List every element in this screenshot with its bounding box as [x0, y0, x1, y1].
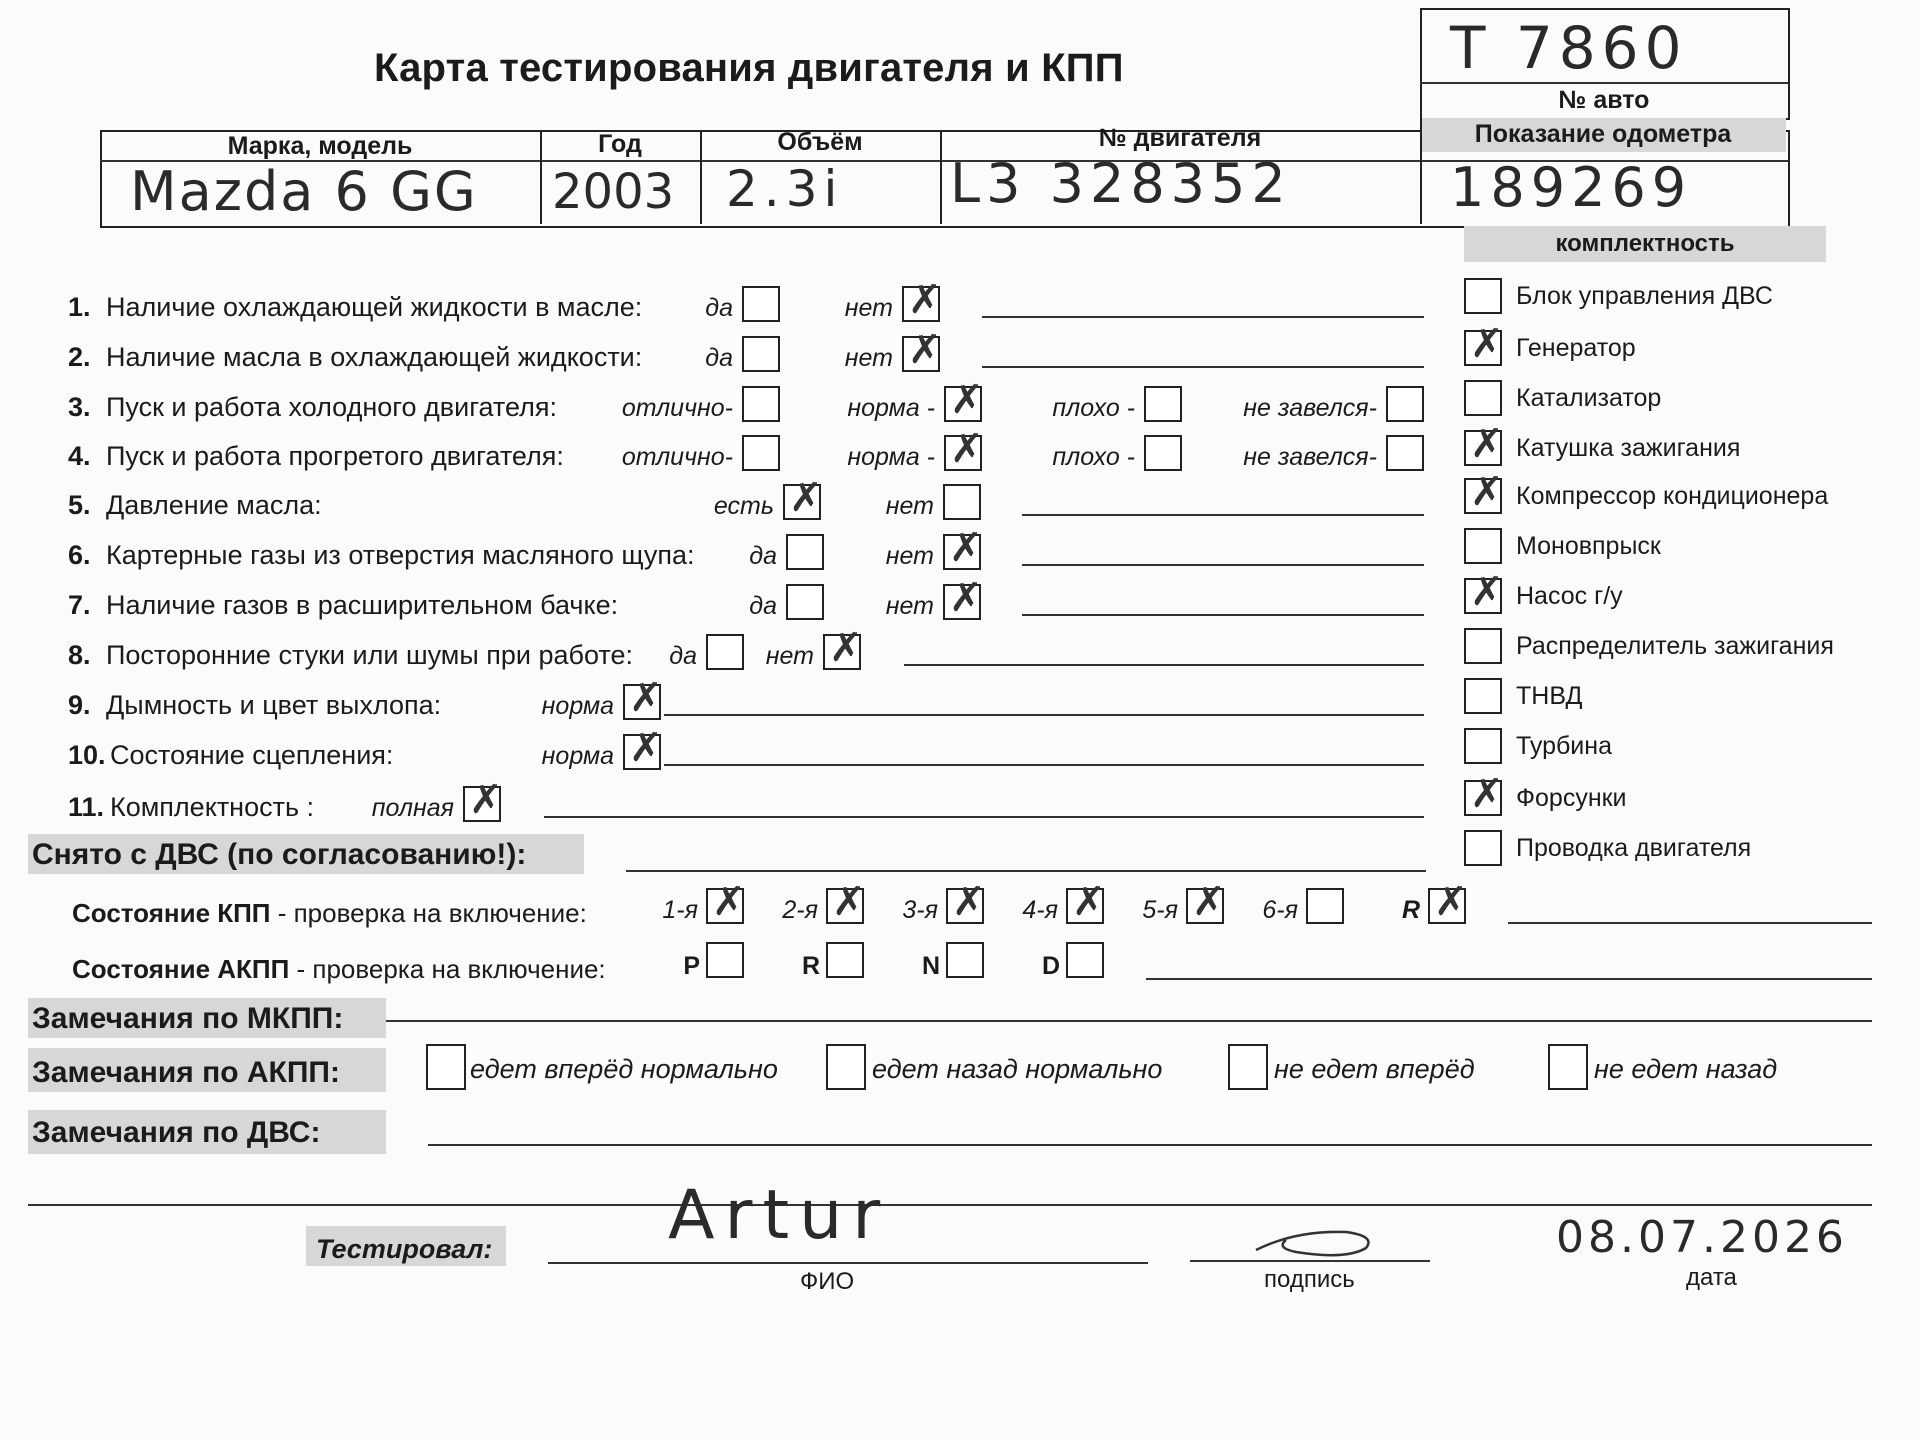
completeness-checkbox[interactable] — [1464, 380, 1502, 416]
question-text: Наличие масла в охлаждающей жидкости: — [106, 342, 643, 372]
gear-label: 5-я — [1142, 896, 1178, 924]
akpp-mode-label: D — [1041, 952, 1060, 980]
option-d-label: не завелся- — [1243, 394, 1377, 422]
check-mark: ✗ — [829, 625, 863, 671]
option-a-checkbox[interactable] — [623, 725, 663, 771]
option-b-label: нет — [885, 542, 934, 570]
completeness-item-label: Компрессор кондиционера — [1516, 482, 1829, 510]
make-value: Mazda 6 GG — [130, 160, 478, 223]
answer-line — [1022, 514, 1424, 516]
check-mark: ✗ — [950, 377, 984, 423]
kpp-label: Состояние КПП - проверка на включение: — [72, 898, 587, 928]
check-mark: ✗ — [950, 426, 984, 472]
question-text: Наличие охлаждающей жидкости в масле: — [106, 292, 643, 322]
completeness-item-label: Распределитель зажигания — [1516, 632, 1834, 660]
answer-line — [982, 316, 1424, 318]
option-a-checkbox[interactable] — [742, 336, 780, 372]
check-mark: ✗ — [908, 327, 942, 373]
completeness-checkbox[interactable] — [1464, 278, 1502, 314]
option-b-label: нет — [885, 592, 934, 620]
answer-line — [664, 714, 1424, 716]
gear-checkbox[interactable] — [1066, 879, 1106, 925]
answer-line — [544, 816, 1424, 818]
check-mark: ✗ — [1470, 321, 1504, 367]
date-label: дата — [1686, 1264, 1737, 1291]
volume-label: Объём — [777, 128, 863, 156]
option-c-label: плохо - — [1052, 443, 1135, 471]
completeness-item-label: Насос г/у — [1516, 582, 1623, 610]
option-a-checkbox[interactable] — [706, 634, 744, 670]
akpp-remark-checkbox[interactable] — [1548, 1044, 1588, 1090]
question-text: Пуск и работа холодного двигателя: — [106, 392, 557, 422]
question-number: 1. — [68, 292, 91, 322]
completeness-item-label: Катализатор — [1516, 384, 1662, 412]
option-b-label: норма - — [847, 394, 935, 422]
option-a-label: полная — [371, 794, 454, 822]
akpp-mode-checkbox[interactable] — [826, 942, 864, 978]
option-a-checkbox[interactable] — [786, 534, 824, 570]
completeness-checkbox[interactable] — [1464, 321, 1504, 367]
completeness-checkbox[interactable] — [1464, 830, 1502, 866]
engine-label: № двигателя — [1098, 124, 1262, 152]
check-mark: ✗ — [789, 475, 823, 521]
completeness-checkbox[interactable] — [1464, 678, 1502, 714]
check-mark: ✗ — [1072, 879, 1106, 925]
option-b-checkbox[interactable] — [943, 484, 981, 520]
option-d-checkbox[interactable] — [1386, 386, 1424, 422]
question-number: 3. — [68, 392, 91, 422]
question-number: 5. — [68, 490, 91, 520]
check-mark: ✗ — [949, 575, 983, 621]
question-number: 8. — [68, 640, 91, 670]
completeness-title: комплектность — [1555, 230, 1735, 257]
completeness-checkbox[interactable] — [1464, 569, 1504, 615]
gear-label: R — [1401, 896, 1420, 924]
completeness-checkbox[interactable] — [1464, 469, 1504, 515]
check-mark: ✗ — [1434, 879, 1468, 925]
question-text: Состояние сцепления: — [110, 740, 394, 770]
removed-label: Снято с ДВС (по согласованию!): — [32, 838, 527, 871]
check-mark: ✗ — [1470, 771, 1504, 817]
option-c-checkbox[interactable] — [1144, 386, 1182, 422]
option-a-label: да — [749, 592, 777, 620]
question-text: Посторонние стуки или шумы при работе: — [106, 640, 633, 670]
option-b-label: нет — [844, 344, 893, 372]
odometer-label: Показание одометра — [1474, 120, 1732, 148]
volume-value: 2.3i — [726, 160, 844, 218]
option-d-checkbox[interactable] — [1386, 435, 1424, 471]
question-text: Комплектность : — [110, 792, 315, 822]
question-number: 4. — [68, 441, 91, 471]
check-mark: ✗ — [712, 879, 746, 925]
question-number: 10. — [68, 740, 106, 770]
completeness-checkbox[interactable] — [1464, 771, 1504, 817]
odometer-value: 189269 — [1450, 156, 1693, 219]
completeness-item-label: Турбина — [1516, 732, 1612, 760]
akpp-remark-label: едет вперёд нормально — [470, 1054, 778, 1084]
option-a-checkbox[interactable] — [783, 475, 823, 521]
option-a-checkbox[interactable] — [742, 386, 780, 422]
gear-checkbox[interactable] — [826, 879, 866, 925]
completeness-checkbox[interactable] — [1464, 528, 1502, 564]
check-mark: ✗ — [1470, 469, 1504, 515]
check-mark: ✗ — [1470, 569, 1504, 615]
answer-line — [1022, 614, 1424, 616]
question-text: Дымность и цвет выхлопа: — [106, 690, 442, 720]
check-mark: ✗ — [832, 879, 866, 925]
tested-by-label: Тестировал: — [316, 1234, 493, 1264]
check-mark: ✗ — [629, 675, 663, 721]
date-value: 08.07.2026 — [1556, 1212, 1848, 1263]
option-b-checkbox[interactable] — [902, 327, 942, 373]
completeness-item-label: Моновпрыск — [1516, 532, 1661, 560]
gear-label: 3-я — [902, 896, 938, 924]
akpp-remark-checkbox[interactable] — [1228, 1044, 1268, 1090]
year-label: Год — [598, 130, 642, 158]
akpp-remark-label: не едет назад — [1594, 1054, 1778, 1084]
remarks-dvs-label: Замечания по ДВС: — [32, 1116, 321, 1149]
page-title: Карта тестирования двигателя и КПП — [374, 46, 1124, 90]
option-b-label: норма - — [847, 443, 935, 471]
option-b-checkbox[interactable] — [944, 377, 984, 423]
option-a-label: да — [669, 642, 697, 670]
completeness-item-label: ТНВД — [1516, 682, 1583, 710]
akpp-mode-checkbox[interactable] — [706, 942, 744, 978]
option-a-label: да — [705, 344, 733, 372]
option-a-checkbox[interactable] — [786, 584, 824, 620]
answer-line — [904, 664, 1424, 666]
gear-checkbox[interactable] — [1186, 879, 1226, 925]
question-number: 7. — [68, 590, 91, 620]
gear-checkbox[interactable] — [706, 879, 746, 925]
question-number: 2. — [68, 342, 91, 372]
completeness-checkbox[interactable] — [1464, 728, 1502, 764]
gear-label: 1-я — [662, 896, 698, 924]
completeness-item-label: Генератор — [1516, 334, 1636, 362]
akpp-remark-label: едет назад нормально — [872, 1054, 1163, 1084]
option-b-label: нет — [765, 642, 814, 670]
remarks-akpp-label: Замечания по АКПП: — [32, 1056, 340, 1089]
question-text: Пуск и работа прогретого двигателя: — [106, 441, 564, 471]
completeness-item-label: Форсунки — [1516, 784, 1627, 812]
akpp-mode-label: R — [801, 952, 820, 980]
answer-line — [1022, 564, 1424, 566]
check-mark: ✗ — [469, 777, 503, 823]
engine-value: L3 328352 — [950, 152, 1292, 215]
akpp-label: Состояние АКПП - проверка на включение: — [72, 954, 606, 984]
akpp-mode-label: N — [921, 952, 940, 980]
option-d-label: не завелся- — [1243, 443, 1377, 471]
option-a-checkbox[interactable] — [742, 286, 780, 322]
option-c-label: плохо - — [1052, 394, 1135, 422]
question-text: Картерные газы из отверстия масляного щупа: — [106, 540, 695, 570]
akpp-remark-label: не едет вперёд — [1274, 1054, 1475, 1084]
gear-checkbox[interactable] — [946, 879, 986, 925]
gear-label: 2-я — [782, 896, 818, 924]
check-mark: ✗ — [1192, 879, 1226, 925]
option-a-label: да — [705, 294, 733, 322]
option-c-checkbox[interactable] — [1144, 435, 1182, 471]
completeness-item-label: Проводка двигателя — [1516, 834, 1752, 862]
check-mark: ✗ — [908, 277, 942, 323]
question-number: 9. — [68, 690, 91, 720]
year-value: 2003 — [552, 164, 675, 220]
check-mark: ✗ — [949, 525, 983, 571]
akpp-mode-checkbox[interactable] — [1066, 942, 1104, 978]
completeness-item-label: Катушка зажигания — [1516, 434, 1741, 462]
option-a-label: отлично- — [621, 443, 733, 471]
plate-value: T 7860 — [1450, 14, 1688, 82]
make-label: Марка, модель — [227, 132, 413, 160]
signature-label: подпись — [1264, 1266, 1355, 1293]
option-b-label: нет — [844, 294, 893, 322]
option-b-checkbox[interactable] — [823, 625, 863, 671]
answer-line — [982, 366, 1424, 368]
option-a-checkbox[interactable] — [623, 675, 663, 721]
option-a-checkbox[interactable] — [742, 435, 780, 471]
answer-line — [664, 764, 1424, 766]
option-b-label: нет — [885, 492, 934, 520]
check-mark: ✗ — [952, 879, 986, 925]
option-a-label: норма — [541, 692, 614, 720]
option-b-checkbox[interactable] — [944, 426, 984, 472]
check-mark: ✗ — [1470, 421, 1504, 467]
option-a-label: есть — [713, 492, 774, 520]
option-a-checkbox[interactable] — [463, 777, 503, 823]
plate-label: № авто — [1558, 86, 1650, 114]
akpp-mode-label: P — [683, 952, 700, 980]
question-text: Наличие газов в расширительном бачке: — [106, 590, 619, 620]
option-a-label: да — [749, 542, 777, 570]
option-b-checkbox[interactable] — [943, 525, 983, 571]
option-a-label: отлично- — [621, 394, 733, 422]
option-a-label: норма — [541, 742, 614, 770]
question-text: Давление масла: — [106, 490, 322, 520]
gear-checkbox[interactable] — [1306, 888, 1344, 924]
check-mark: ✗ — [629, 725, 663, 771]
akpp-remark-checkbox[interactable] — [826, 1044, 866, 1090]
gear-label: 4-я — [1022, 896, 1058, 924]
question-number: 6. — [68, 540, 91, 570]
akpp-remark-checkbox[interactable] — [426, 1044, 466, 1090]
tester-name: Artur — [668, 1176, 891, 1255]
gear-checkbox[interactable] — [1428, 879, 1468, 925]
question-number: 11. — [68, 792, 105, 822]
fio-label: ФИО — [800, 1268, 855, 1295]
completeness-checkbox[interactable] — [1464, 421, 1504, 467]
remarks-mkpp-label: Замечания по МКПП: — [32, 1002, 344, 1035]
gear-label: 6-я — [1262, 896, 1298, 924]
option-b-checkbox[interactable] — [943, 575, 983, 621]
akpp-mode-checkbox[interactable] — [946, 942, 984, 978]
completeness-checkbox[interactable] — [1464, 628, 1502, 664]
option-b-checkbox[interactable] — [902, 277, 942, 323]
completeness-item-label: Блок управления ДВС — [1516, 282, 1773, 310]
